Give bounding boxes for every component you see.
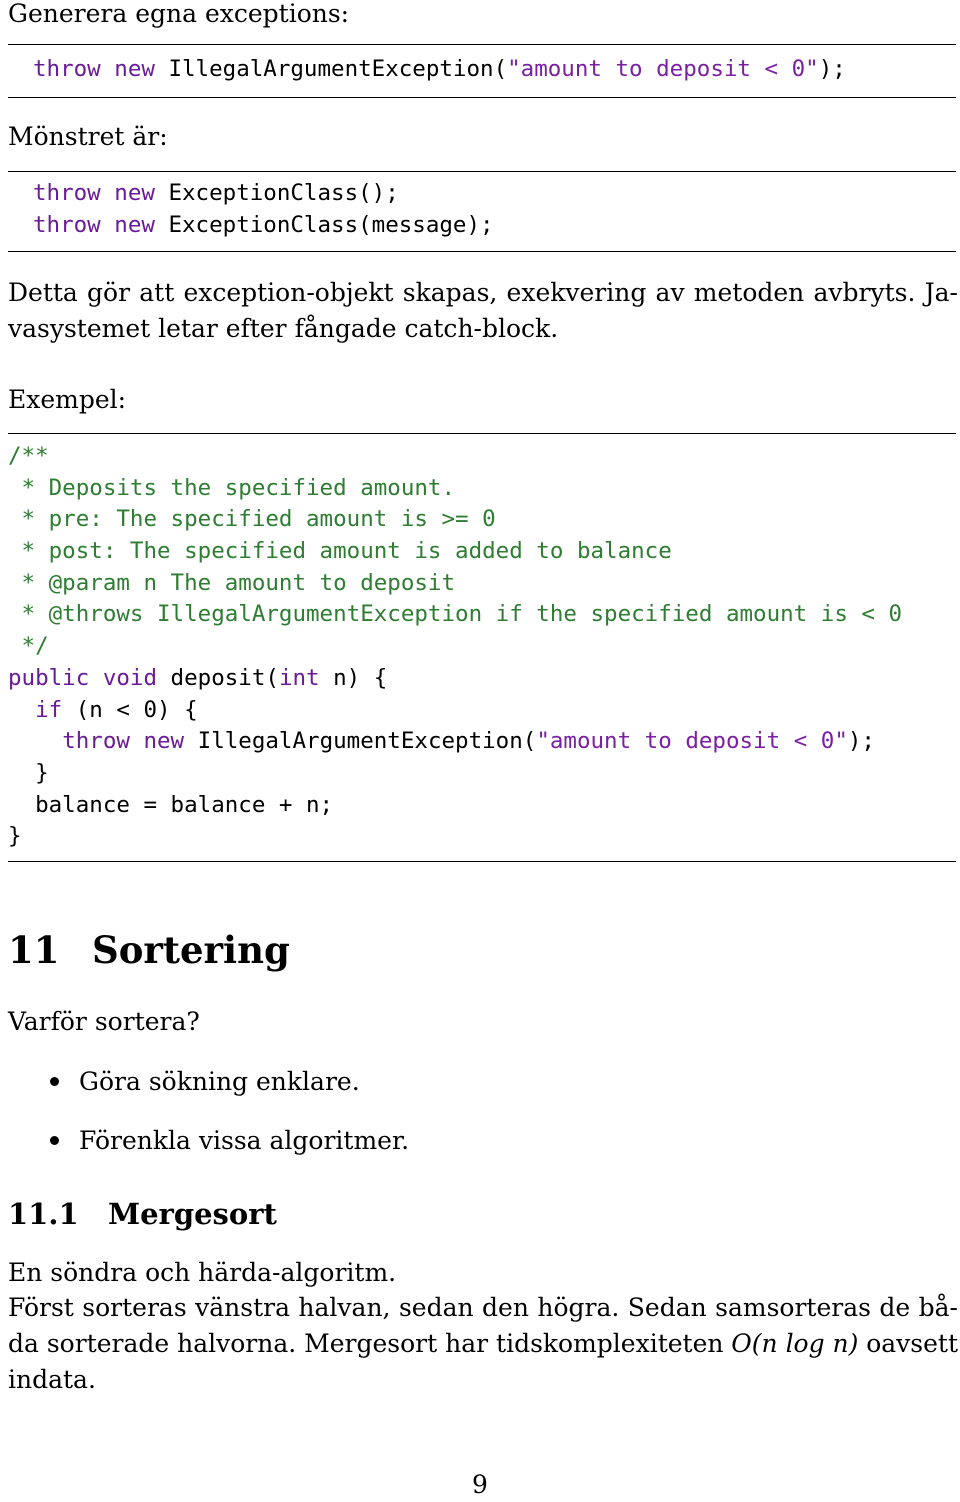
paragraph-line-1: Detta gör att exception-objekt skapas, exekvering av metoden avbryts. Ja-	[8, 278, 958, 307]
code-rule-top-2	[8, 171, 956, 172]
page-number: 9	[472, 1470, 488, 1499]
section-heading	[8, 928, 290, 972]
code-pattern	[33, 178, 494, 241]
code-line: * pre: The specified amount is >= 0	[8, 506, 496, 533]
code-line: throw new ExceptionClass();	[33, 180, 399, 206]
code-line: throw new IllegalArgumentException("amount to deposit < 0");	[33, 56, 846, 82]
code-rule-bottom-2	[8, 251, 956, 252]
label-pattern: Mönstret är:	[8, 122, 168, 151]
subsection-line-2: Först sorteras vänstra halvan, sedan den högra. Sedan samsorteras de bå-	[8, 1293, 958, 1322]
code-line: if (n < 0) {	[35, 696, 198, 723]
section-question: Varför sortera?	[8, 1007, 200, 1036]
bullet-text: Göra sökning enklare.	[79, 1067, 360, 1096]
bullet-item	[50, 1123, 409, 1159]
code-line: }	[8, 823, 22, 850]
bullet-item	[50, 1064, 360, 1100]
code-line: */	[8, 633, 49, 660]
bullet-text: Förenkla vissa algoritmer.	[79, 1126, 410, 1155]
line3-text-a: da sorterade halvorna. Mergesort har tidskomplexiteten	[8, 1329, 724, 1358]
label-example: Exempel:	[8, 385, 127, 414]
section-title: Sortering	[92, 928, 290, 972]
label-generate: Generera egna exceptions:	[8, 0, 350, 28]
complexity-math: O(n log n)	[731, 1329, 859, 1358]
code-line: /**	[8, 443, 49, 469]
code-line: * Deposits the specified amount.	[8, 474, 456, 501]
bullet-icon	[50, 1077, 59, 1086]
subsection-line-1: En söndra och härda-algoritm.	[8, 1258, 397, 1287]
line3-text-b: oavsett	[866, 1329, 958, 1358]
bullet-icon	[50, 1136, 59, 1145]
code-rule-bottom-3	[8, 861, 956, 862]
subsection-heading	[8, 1197, 277, 1231]
subsection-number: 11.1	[8, 1197, 79, 1231]
paragraph-line-2: vasystemet letar efter fångade catch-block.	[8, 314, 559, 343]
subsection-line-3	[8, 1326, 958, 1362]
subsection-line-4: indata.	[8, 1365, 96, 1394]
code-line: }	[8, 759, 49, 786]
code-example-1	[33, 54, 846, 86]
subsection-title: Mergesort	[108, 1197, 277, 1231]
code-line: throw new ExceptionClass(message);	[33, 211, 494, 238]
code-rule-bottom-1	[8, 97, 956, 98]
code-rule-top-1	[8, 44, 956, 45]
code-line: balance = balance + n;	[8, 791, 334, 818]
code-line: * @param n The amount to deposit	[8, 569, 456, 596]
code-line: * post: The specified amount is added to balance	[8, 538, 672, 565]
section-number: 11	[8, 928, 60, 972]
code-line: * @throws IllegalArgumentException if the specified amount is < 0	[8, 601, 903, 628]
code-deposit	[8, 441, 902, 853]
code-rule-top-3	[8, 433, 956, 434]
code-line: throw new IllegalArgumentException("amount to deposit < 0");	[62, 728, 875, 755]
code-line: public void deposit(int n) {	[8, 664, 388, 691]
